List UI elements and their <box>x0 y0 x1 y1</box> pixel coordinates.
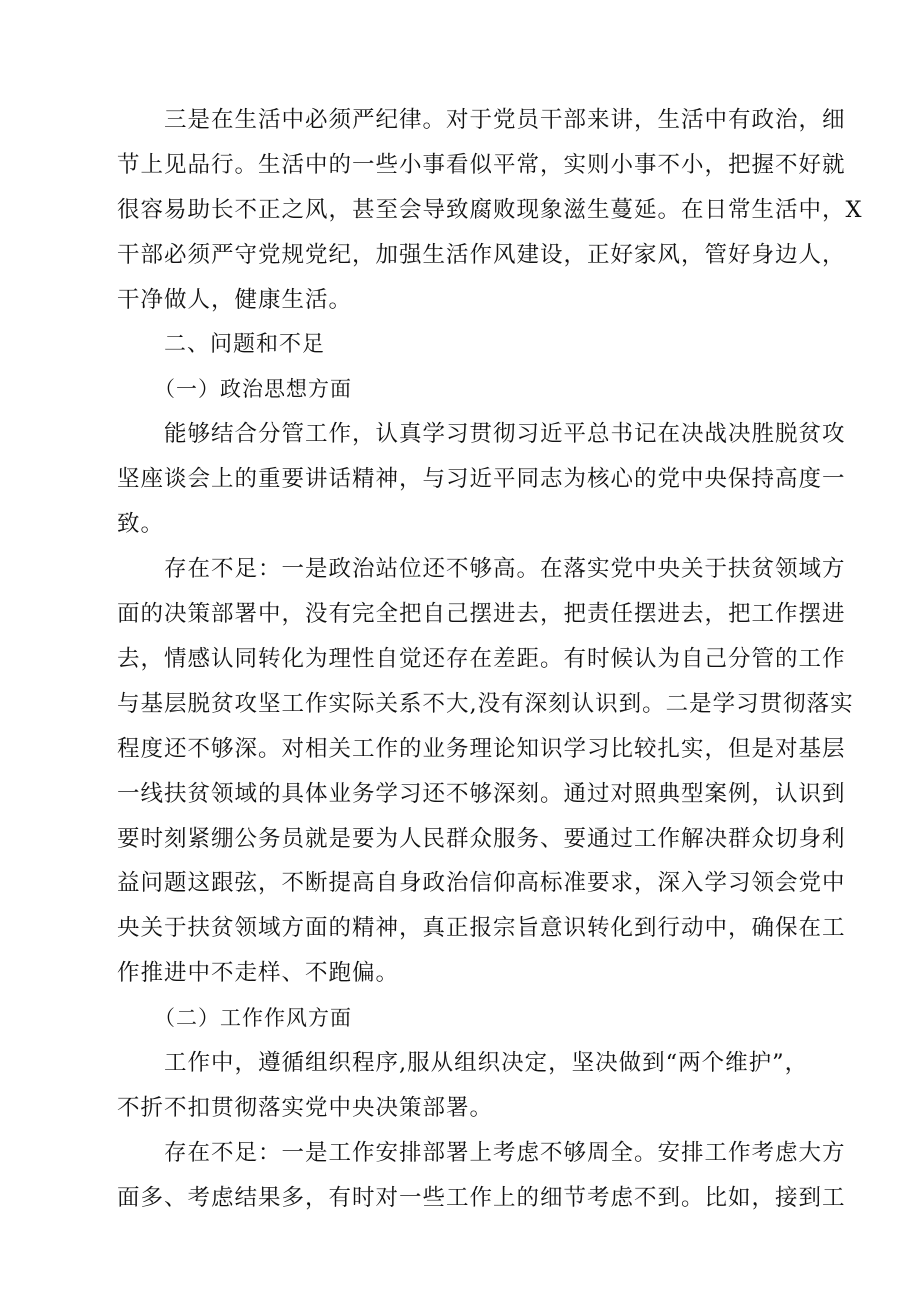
text-line: 要时刻紧绷公务员就是要为人民群众服务、要通过工作解决群众切身利 <box>117 825 846 852</box>
text-line: 一线扶贫领域的具体业务学习还不够深刻。通过对照典型案例，认识到 <box>117 780 846 807</box>
text-line: 存在不足：一是政治站位还不够高。在落实党中央关于扶贫领域方 <box>164 556 846 583</box>
text-line: 三是在生活中必须严纪律。对于党员干部来讲，生活中有政治，细 <box>164 107 846 133</box>
section-heading-problems: 二、问题和不足 <box>164 331 326 357</box>
text-line: 与基层脱贫攻坚工作实际关系不大,没有深刻认识到。二是学习贯彻落实 <box>117 690 854 717</box>
text-line: 央关于扶贫领域方面的精神，真正报宗旨意识转化到行动中，确保在工 <box>117 915 846 942</box>
text-line: 面多、考虑结果多，有时对一些工作上的细节考虑不到。比如，接到工 <box>117 1184 846 1211</box>
text-line: 致。 <box>117 511 165 538</box>
document-page <box>117 98 863 1221</box>
paragraph-life-discipline <box>117 98 863 323</box>
text-line: 作推进中不走样、不跑偏。 <box>117 960 400 987</box>
text-line: 面的决策部署中，没有完全把自己摆进去，把责任摆进去，把工作摆进 <box>117 600 846 627</box>
text-line: 很容易助长不正之风，甚至会导致腐败现象滋生蔓延。在日常生活中，X <box>117 196 863 223</box>
text-line: 坚座谈会上的重要讲话精神，与习近平同志为核心的党中央保持高度一 <box>117 466 846 493</box>
paragraph-political-summary <box>117 412 846 547</box>
text-line: 益问题这跟弦，不断提高自身政治信仰高标准要求，深入学习领会党中 <box>117 870 846 897</box>
paragraph-work-style-summary <box>117 1041 833 1131</box>
paragraph-political-shortcomings <box>117 547 854 996</box>
text-line: 不折不扣贯彻落实党中央决策部署。 <box>117 1094 494 1121</box>
text-line: 程度还不够深。对相关工作的业务理论知识学习比较扎实，但是对基层 <box>117 735 846 762</box>
subsection-heading-political: （一）政治思想方面 <box>154 377 352 402</box>
text-line: 能够结合分管工作，认真学习贯彻习近平总书记在决战决胜脱贫攻 <box>164 421 846 448</box>
text-line: 干净做人，健康生活。 <box>117 286 353 313</box>
text-line: 工作中，遵循组织程序,服从组织决定，坚决做到“两个维护”， <box>164 1050 809 1077</box>
text-line: 干部必须严守党规党纪，加强生活作风建设，正好家风，管好身边人， <box>117 241 846 268</box>
text-line: 存在不足：一是工作安排部署上考虑不够周全。安排工作考虑大方 <box>164 1139 846 1166</box>
text-line: 节上见品行。生活中的一些小事看似平常，实则小事不小，把握不好就 <box>117 151 846 178</box>
text-line: 去，情感认同转化为理性自觉还存在差距。有时候认为自己分管的工作 <box>117 645 846 672</box>
subsection-heading-work-style: （二）工作作风方面 <box>154 1006 352 1031</box>
paragraph-work-style-shortcomings <box>117 1131 846 1221</box>
